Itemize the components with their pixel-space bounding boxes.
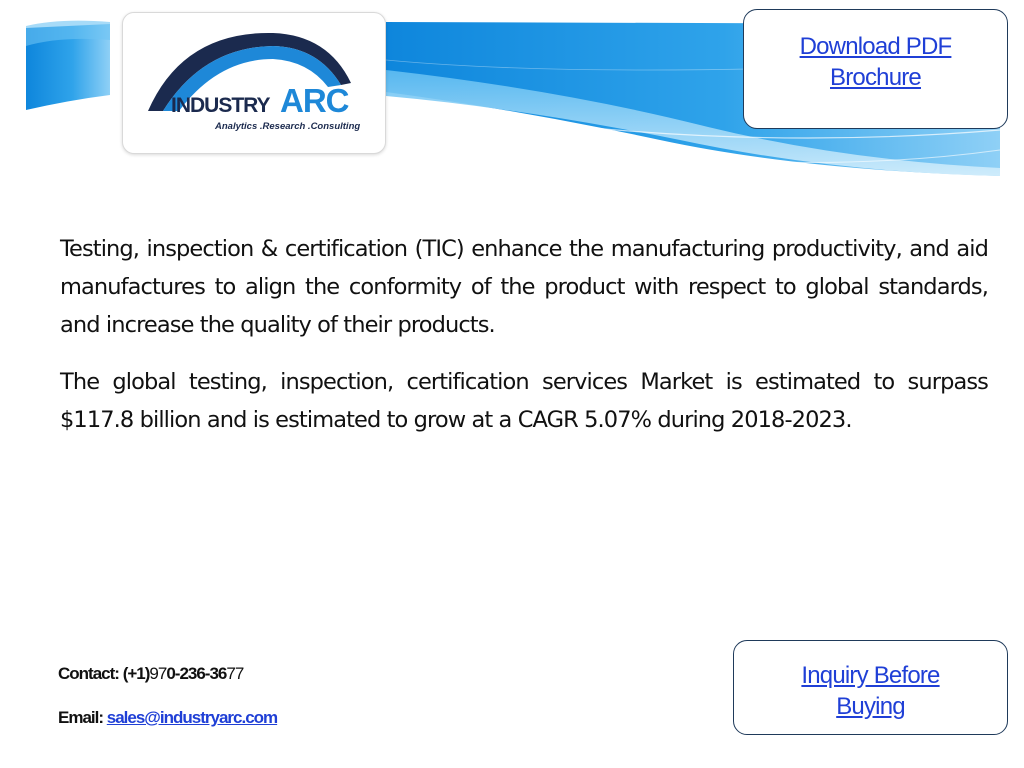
intro-paragraph: Testing, inspection & certification (TIC) enhance the manufacturing productivity, and aid manufactures to align the conformity of the product with respect to global standards, and increase the quality of their products. [60, 236, 988, 338]
contact-country-code: (+1) [122, 664, 150, 683]
email-line [58, 708, 277, 728]
inquiry-before-buying-box[interactable] [733, 640, 1008, 735]
main-content [60, 230, 988, 458]
email-link[interactable]: sales@industryarc.com [106, 708, 278, 727]
logo-wordmark-industry: INDUSTRY [171, 94, 270, 117]
phone-part-a: 97 [149, 664, 167, 683]
contact-label: Contact: [58, 664, 119, 683]
logo-card [122, 12, 386, 154]
inquiry-link-line2[interactable]: Buying [836, 692, 905, 720]
download-brochure-link-line1[interactable]: Download PDF [799, 33, 952, 60]
inquiry-link-line1[interactable]: Inquiry Before [801, 661, 940, 689]
email-label: Email: [58, 708, 104, 727]
logo-wordmark-arc: ARC [280, 82, 349, 119]
phone-part-b: 0-236-36 [166, 664, 227, 683]
download-brochure-link-line2[interactable]: Brochure [830, 64, 921, 91]
download-brochure-box[interactable] [743, 9, 1008, 129]
contact-line [58, 664, 243, 684]
phone-part-c: 77 [226, 664, 244, 683]
market-paragraph: The global testing, inspection, certification services Market is estimated to surpass $117.8 billion and is estimated to grow at a CAGR 5.07% during 2018-2023. [60, 369, 988, 433]
logo-tagline: Analytics .Research .Consulting [215, 121, 361, 132]
industryarc-logo [123, 13, 385, 153]
